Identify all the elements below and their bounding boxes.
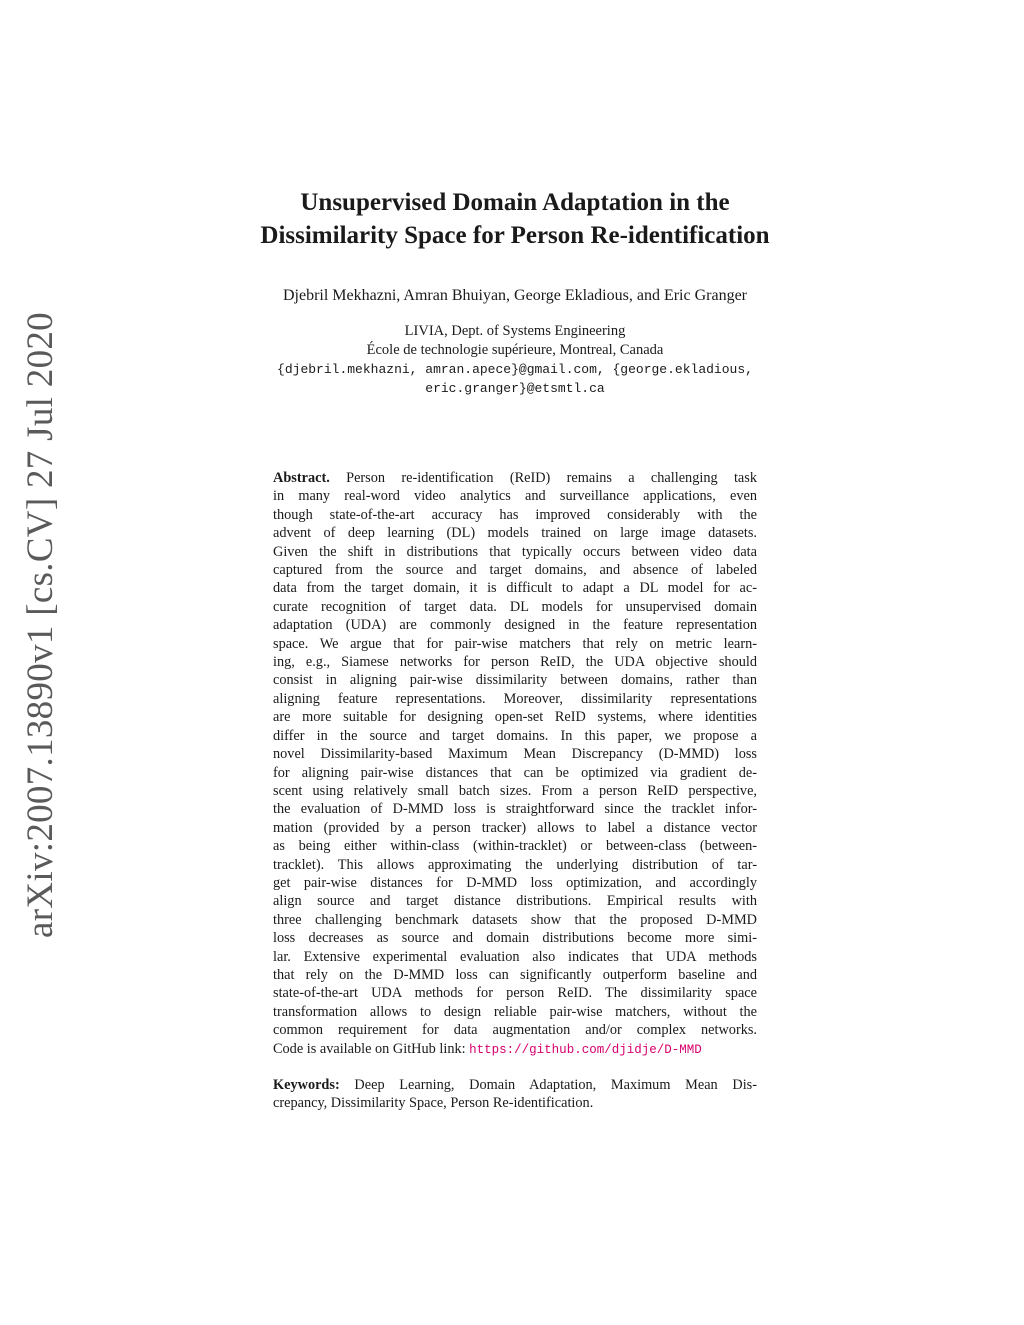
affiliation-school: École de technologie supérieure, Montreal, Canada bbox=[366, 342, 664, 358]
abstract-line: loss decreases as source and domain distributions become more simi- bbox=[273, 930, 757, 947]
keywords-label: Keywords: bbox=[273, 1077, 340, 1093]
abstract-line: align source and target distance distributions. Empirical results with bbox=[273, 893, 757, 910]
abstract-line: tracklet). This allows approximating the underlying distribution of tar- bbox=[273, 856, 757, 873]
abstract-line: aligning feature representations. Moreover, dissimilarity representations bbox=[273, 690, 757, 707]
abstract-line: scent using relatively small batch sizes. From a person ReID perspective, bbox=[273, 782, 757, 799]
abstract-line-text: Person re-identification (ReID) remains a challenging task bbox=[346, 470, 757, 486]
abstract-line: differ in the source and target domains. In this paper, we propose a bbox=[273, 727, 757, 744]
abstract-line: that rely on the D-MMD loss can significantly outperform baseline and bbox=[273, 966, 757, 983]
title-line-1: Unsupervised Domain Adaptation in the bbox=[300, 189, 730, 216]
github-link[interactable]: https://github.com/djidje/D-MMD bbox=[469, 1042, 702, 1057]
abstract-line: transformation allows to design reliable pair-wise matchers, without the bbox=[273, 1003, 757, 1020]
keywords-text: Deep Learning, Domain Adaptation, Maximum Mean Dis- bbox=[354, 1077, 758, 1093]
affiliation-block bbox=[200, 322, 830, 398]
abstract-section bbox=[273, 469, 757, 1058]
abstract-line: as being either within-class (within-tracklet) or between-class (between- bbox=[273, 838, 757, 855]
abstract-line: common requirement for data augmentation and/or complex networks. bbox=[273, 1022, 757, 1039]
abstract-line: mation (provided by a person tracker) allows to label a distance vector bbox=[273, 819, 757, 836]
abstract-line: ing, e.g., Siamese networks for person ReID, the UDA objective should bbox=[273, 654, 757, 671]
abstract-code-line bbox=[273, 1040, 757, 1058]
paper-title bbox=[200, 186, 830, 252]
keywords-section bbox=[273, 1076, 757, 1113]
abstract-line: lar. Extensive experimental evaluation also indicates that UDA methods bbox=[273, 948, 757, 965]
abstract-line: consist in aligning pair-wise dissimilarity between domains, rather than bbox=[273, 672, 757, 689]
abstract-line bbox=[273, 469, 757, 487]
abstract-line: in many real-word video analytics and surveillance applications, even bbox=[273, 488, 757, 505]
title-line-2: Dissimilarity Space for Person Re-identification bbox=[260, 222, 770, 249]
abstract-line: adaptation (UDA) are commonly designed in the feature representation bbox=[273, 617, 757, 634]
abstract-line: advent of deep learning (DL) models trained on large image datasets. bbox=[273, 525, 757, 542]
abstract-line: are more suitable for designing open-set ReID systems, where identities bbox=[273, 709, 757, 726]
abstract-line: for aligning pair-wise distances that can be optimized via gradient de- bbox=[273, 764, 757, 781]
abstract-line: space. We argue that for pair-wise matchers that rely on metric learn- bbox=[273, 635, 757, 652]
abstract-line: novel Dissimilarity-based Maximum Mean Discrepancy (D-MMD) loss bbox=[273, 746, 757, 763]
email-line-2: eric.granger}@etsmtl.ca bbox=[425, 381, 605, 396]
keywords-line: crepancy, Dissimilarity Space, Person Re-identification. bbox=[273, 1095, 594, 1112]
author-list: Djebril Mekhazni, Amran Bhuiyan, George Ekladious, and Eric Granger bbox=[282, 287, 747, 304]
abstract-line: Given the shift in distributions that typically occurs between video data bbox=[273, 543, 757, 560]
abstract-line: state-of-the-art UDA methods for person ReID. The dissimilarity space bbox=[273, 985, 757, 1002]
arxiv-identifier-stamp: arXiv:2007.13890v1 [cs.CV] 27 Jul 2020 bbox=[20, 312, 61, 938]
abstract-line: captured from the source and target domains, and absence of labeled bbox=[273, 562, 757, 579]
abstract-line: the evaluation of D-MMD loss is straightforward since the tracklet infor- bbox=[273, 801, 757, 818]
abstract-label: Abstract. bbox=[273, 470, 330, 486]
abstract-line: though state-of-the-art accuracy has improved considerably with the bbox=[273, 506, 757, 523]
abstract-line: get pair-wise distances for D-MMD loss optimization, and accordingly bbox=[273, 874, 757, 891]
abstract-line: data from the target domain, it is difficult to adapt a DL model for ac- bbox=[273, 580, 757, 597]
email-line-1: {djebril.mekhazni, amran.apece}@gmail.com, {george.ekladious, bbox=[277, 362, 753, 377]
affiliation-lab: LIVIA, Dept. of Systems Engineering bbox=[404, 323, 626, 339]
abstract-line: three challenging benchmark datasets show that the proposed D-MMD bbox=[273, 911, 757, 928]
abstract-line: curate recognition of target data. DL models for unsupervised domain bbox=[273, 598, 757, 615]
code-availability-text: Code is available on GitHub link: bbox=[273, 1040, 466, 1057]
keywords-line bbox=[273, 1076, 757, 1094]
